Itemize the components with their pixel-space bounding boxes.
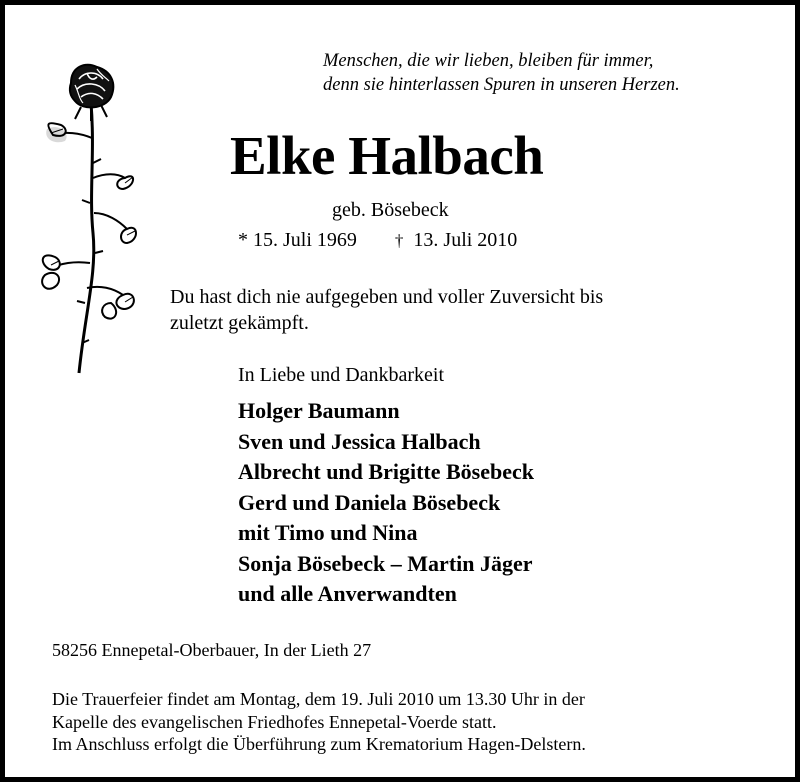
quote-line-1: Menschen, die wir lieben, bleiben für immer, xyxy=(323,51,654,71)
funeral-service-info xyxy=(52,688,586,756)
mourner-name: Sonja Bösebeck – Martin Jäger xyxy=(238,550,533,576)
service-line-2: Kapelle des evangelischen Friedhofes Ennepetal-Voerde statt. xyxy=(52,711,497,732)
birth-date: * 15. Juli 1969 xyxy=(238,229,357,251)
mourners-intro: In Liebe und Dankbarkeit xyxy=(238,364,445,386)
mourner-name: Holger Baumann xyxy=(238,398,400,423)
cross-icon: † xyxy=(394,231,404,250)
service-line-3: Im Anschluss erfolgt die Überführung zum Krematorium Hagen-Delstern. xyxy=(52,734,586,754)
service-line-1: Die Trauerfeier findet am Montag, dem 19. Juli 2010 um 13.30 Uhr in der xyxy=(52,689,585,709)
farewell-line-2: zuletzt gekämpft. xyxy=(170,312,309,334)
deceased-name: Elke Halbach xyxy=(230,125,544,186)
family-address: 58256 Ennepetal-Oberbauer, In der Lieth 27 xyxy=(52,640,372,660)
mourner-name: Sven und Jessica Halbach xyxy=(238,428,481,454)
farewell-line-1: Du hast dich nie aufgegeben und voller Zuversicht bis xyxy=(170,286,604,308)
mourner-name: Albrecht und Brigitte Bösebeck xyxy=(238,459,534,484)
rose-icon xyxy=(35,63,145,383)
quote-line-2: denn sie hinterlassen Spuren in unseren Herzen. xyxy=(323,75,680,95)
death-date: 13. Juli 2010 xyxy=(413,229,518,251)
mourner-name: und alle Anverwandten xyxy=(238,581,457,606)
mourners-list xyxy=(238,396,534,610)
mourner-name: Gerd und Daniela Bösebeck xyxy=(238,489,501,515)
memorial-quote xyxy=(323,49,680,97)
mourner-name: mit Timo und Nina xyxy=(238,520,418,545)
farewell-text xyxy=(170,284,603,336)
death-date-group xyxy=(395,229,517,251)
maiden-name: geb. Bösebeck xyxy=(332,199,449,221)
life-dates xyxy=(238,227,517,254)
